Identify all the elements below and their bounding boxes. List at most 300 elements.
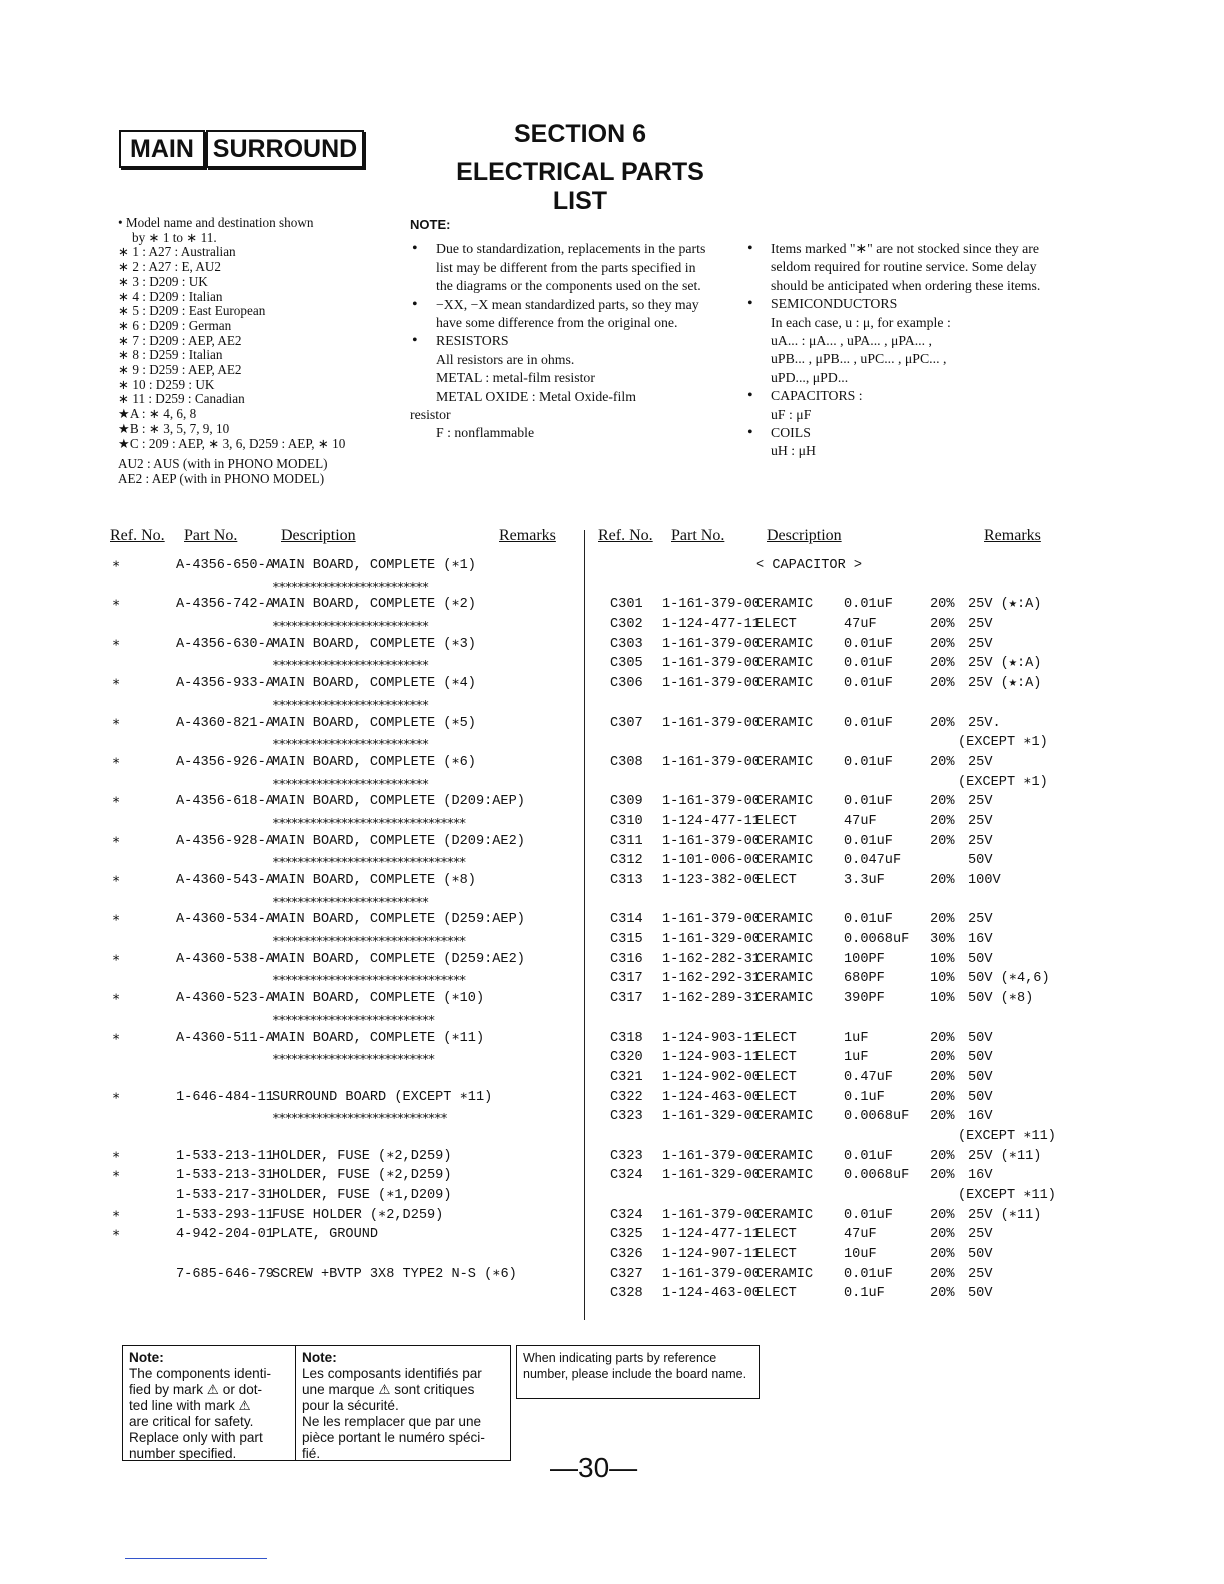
- part-description: MAIN BOARD, COMPLETE (∗1): [272, 558, 476, 573]
- part-value: 0.01uF: [844, 676, 893, 692]
- part-type: ELECT: [756, 873, 797, 888]
- ref-number: C309: [610, 794, 643, 810]
- ref-number: C302: [610, 617, 643, 633]
- note-coils-uh: uH : μH: [771, 443, 816, 459]
- part-tolerance: 20%: [930, 597, 955, 613]
- part-tolerance: 20%: [930, 1227, 955, 1243]
- ref-number: C318: [610, 1030, 643, 1046]
- model-line: by ∗ 1 to ∗ 11.: [132, 229, 217, 245]
- part-number: 1-161-329-00: [662, 932, 760, 948]
- part-number: 1-124-463-00: [662, 1286, 760, 1302]
- part-type: CERAMIC: [756, 636, 814, 652]
- model-line: ∗ 10 : D259 : UK: [118, 376, 215, 392]
- table-row: [596, 654, 1056, 674]
- table-row: [596, 1088, 1056, 1108]
- not-stocked-mark: ∗: [112, 754, 121, 770]
- part-type: CERAMIC: [756, 754, 814, 770]
- part-value: 0.0068uF: [844, 932, 910, 948]
- note-semi-example: In each case, u : μ, for example :: [771, 314, 951, 330]
- model-line: ∗ 11 : D259 : Canadian: [118, 391, 245, 407]
- part-number: 1-161-379-00: [662, 597, 760, 613]
- table-row: [108, 595, 578, 615]
- table-row: [596, 733, 1056, 753]
- table-row: [596, 635, 1056, 655]
- part-number: 1-124-903-11: [662, 1050, 760, 1066]
- separator-stars: ∗∗∗∗∗∗∗∗∗∗∗∗∗∗∗∗∗∗∗∗∗∗∗∗∗∗∗∗∗∗∗: [272, 813, 466, 829]
- part-tolerance: 20%: [930, 1266, 955, 1282]
- table-row: [108, 1245, 578, 1265]
- part-number: 1-124-903-11: [662, 1030, 760, 1046]
- part-type: CERAMIC: [756, 597, 814, 613]
- not-stocked-mark: ∗: [112, 912, 121, 928]
- part-type: CERAMIC: [756, 1207, 814, 1223]
- right-header-ref: Ref. No.: [598, 527, 653, 544]
- model-line: ∗ 5 : D209 : East European: [118, 303, 266, 319]
- table-row: [596, 1225, 1056, 1245]
- model-line: ★B : ∗ 3, 5, 7, 9, 10: [118, 420, 230, 436]
- table-row: [108, 1206, 578, 1226]
- part-value: 680PF: [844, 971, 885, 987]
- not-stocked-mark: ∗: [112, 1148, 121, 1164]
- note-column-2: [745, 240, 1045, 461]
- ref-number: C324: [610, 1207, 643, 1223]
- part-value: 47uF: [844, 617, 877, 633]
- part-value: 0.01uF: [844, 636, 893, 652]
- part-value: 0.047uF: [844, 853, 902, 869]
- part-description: MAIN BOARD, COMPLETE (∗6): [272, 754, 476, 770]
- part-number: 1-161-379-00: [662, 636, 760, 652]
- not-stocked-mark: ∗: [112, 991, 121, 1007]
- table-row: [108, 1088, 578, 1108]
- model-line: ∗ 9 : D259 : AEP, AE2: [118, 362, 242, 378]
- part-type: CERAMIC: [756, 676, 814, 692]
- part-value: 0.01uF: [844, 1148, 893, 1164]
- not-stocked-mark: ∗: [112, 597, 121, 613]
- part-type: CERAMIC: [756, 794, 814, 810]
- part-value: 0.01uF: [844, 1207, 893, 1223]
- part-value: 0.0068uF: [844, 1109, 910, 1125]
- table-row: [596, 1147, 1056, 1167]
- part-number: A-4360-511-A: [176, 1030, 274, 1046]
- part-tolerance: 20%: [930, 1207, 955, 1223]
- model-destination-list: [118, 216, 398, 487]
- part-tolerance: 10%: [930, 951, 955, 967]
- part-description: HOLDER, FUSE (∗2,D259): [272, 1168, 452, 1184]
- part-remarks: 100V: [968, 873, 1001, 888]
- part-remarks: 16V: [968, 932, 993, 948]
- part-tolerance: 20%: [930, 794, 955, 810]
- table-row: [596, 851, 1056, 871]
- model-line: ∗ 1 : A27 : Australian: [118, 244, 236, 260]
- part-tolerance: 20%: [930, 676, 955, 692]
- part-tolerance: 20%: [930, 1050, 955, 1066]
- table-row: [596, 1265, 1056, 1285]
- note-semi-ua: uA... : μA... , uPA... , μPA... ,: [771, 333, 932, 349]
- right-header-desc: Description: [767, 527, 842, 544]
- part-number: A-4356-742-A: [176, 597, 274, 613]
- note-heading: NOTE:: [410, 217, 451, 232]
- not-stocked-mark: ∗: [112, 676, 121, 692]
- separator-stars: ∗∗∗∗∗∗∗∗∗∗∗∗∗∗∗∗∗∗∗∗∗∗∗∗∗: [272, 617, 428, 633]
- part-type: CERAMIC: [756, 1148, 814, 1164]
- part-remarks: 25V: [968, 912, 993, 928]
- part-tolerance: 20%: [930, 1109, 955, 1125]
- ref-number: C321: [610, 1069, 643, 1085]
- part-number: 1-161-379-00: [662, 1207, 760, 1223]
- separator-stars: ∗∗∗∗∗∗∗∗∗∗∗∗∗∗∗∗∗∗∗∗∗∗∗∗∗: [272, 892, 428, 908]
- part-description: PLATE, GROUND: [272, 1227, 379, 1243]
- note-line: pièce portant le numéro spéci-: [302, 1430, 485, 1445]
- separator-stars: ∗∗∗∗∗∗∗∗∗∗∗∗∗∗∗∗∗∗∗∗∗∗∗∗∗∗∗∗∗∗∗: [272, 932, 466, 948]
- part-type: CERAMIC: [756, 991, 814, 1007]
- part-number: 1-124-907-11: [662, 1247, 760, 1263]
- part-number: 4-942-204-01: [176, 1227, 274, 1243]
- table-row: [108, 871, 578, 891]
- table-row: [108, 1107, 578, 1127]
- table-row: [108, 832, 578, 852]
- part-remarks: 50V: [968, 1050, 993, 1066]
- part-remarks: 25V (★:A): [968, 676, 1042, 692]
- part-number: A-4356-650-A: [176, 558, 274, 573]
- table-row: [108, 812, 578, 832]
- separator-stars: ∗∗∗∗∗∗∗∗∗∗∗∗∗∗∗∗∗∗∗∗∗∗∗∗∗∗∗∗∗∗∗: [272, 853, 466, 869]
- note-title: Note:: [129, 1350, 164, 1365]
- part-type: CERAMIC: [756, 1168, 814, 1184]
- part-type: CERAMIC: [756, 1266, 814, 1282]
- part-remarks: 25V (★:A): [968, 656, 1042, 672]
- part-number: A-4360-821-A: [176, 715, 274, 731]
- not-stocked-mark: ∗: [112, 1030, 121, 1046]
- ref-number: C311: [610, 833, 643, 849]
- note-column-1: [410, 216, 715, 443]
- left-header-part: Part No.: [184, 527, 238, 544]
- separator-stars: ∗∗∗∗∗∗∗∗∗∗∗∗∗∗∗∗∗∗∗∗∗∗∗∗∗∗: [272, 1010, 434, 1026]
- model-line: ★C : 209 : AEP, ∗ 3, 6, D259 : AEP, ∗ 10: [118, 435, 346, 451]
- part-number: 1-161-379-00: [662, 1148, 760, 1164]
- part-tolerance: 20%: [930, 813, 955, 829]
- ref-number: C326: [610, 1247, 643, 1263]
- part-description: MAIN BOARD, COMPLETE (∗5): [272, 715, 476, 731]
- part-number: 1-533-217-31: [176, 1188, 274, 1203]
- table-row: [108, 1147, 578, 1167]
- part-number: A-4356-933-A: [176, 676, 274, 692]
- part-description: MAIN BOARD, COMPLETE (∗3): [272, 636, 476, 652]
- table-row: [108, 910, 578, 930]
- part-description: MAIN BOARD, COMPLETE (∗8): [272, 873, 476, 888]
- part-tolerance: 10%: [930, 971, 955, 987]
- part-remarks: 25V: [968, 636, 993, 652]
- part-remarks: 50V (∗8): [968, 991, 1034, 1007]
- part-value: 0.01uF: [844, 715, 893, 731]
- note-line: Les composants identifiés par: [302, 1366, 482, 1381]
- not-stocked-mark: ∗: [112, 1168, 121, 1184]
- table-row: [108, 773, 578, 793]
- ref-number: C312: [610, 853, 643, 869]
- note-resistors-ohms: All resistors are in ohms.: [436, 351, 575, 367]
- part-type: CERAMIC: [756, 853, 814, 869]
- part-remarks: (EXCEPT ∗1): [958, 774, 1048, 790]
- note-line: The components identi-: [129, 1366, 272, 1381]
- part-number: A-4360-523-A: [176, 991, 274, 1007]
- part-remarks: 25V: [968, 813, 993, 829]
- ref-number: C328: [610, 1286, 643, 1302]
- part-description: MAIN BOARD, COMPLETE (D259:AE2): [272, 951, 525, 967]
- table-row: [108, 969, 578, 989]
- table-row: [596, 812, 1056, 832]
- right-header-remarks: Remarks: [984, 527, 1041, 544]
- left-header-remarks: Remarks: [499, 527, 556, 544]
- part-number: A-4360-538-A: [176, 951, 274, 967]
- table-row: [108, 1068, 578, 1088]
- not-stocked-mark: ∗: [112, 1207, 121, 1223]
- table-row: [108, 989, 578, 1009]
- link-underline: [125, 1558, 267, 1559]
- note-line: Ne les remplacer que par une: [302, 1414, 482, 1429]
- column-divider: [584, 530, 585, 1320]
- part-number: 1-161-379-00: [662, 656, 760, 672]
- not-stocked-mark: ∗: [112, 951, 121, 967]
- note-line: fié.: [302, 1446, 321, 1461]
- part-remarks: 50V: [968, 1089, 993, 1105]
- part-remarks: 50V (∗4,6): [968, 971, 1050, 987]
- part-value: 0.01uF: [844, 597, 893, 613]
- part-number: 1-123-382-00: [662, 873, 760, 888]
- part-value: 1uF: [844, 1050, 869, 1066]
- part-type: ELECT: [756, 1089, 797, 1105]
- ref-number: C324: [610, 1168, 643, 1184]
- table-row: [108, 1166, 578, 1186]
- ref-number: C317: [610, 991, 643, 1007]
- note-line: pour la sécurité.: [302, 1398, 399, 1413]
- part-type: ELECT: [756, 1030, 797, 1046]
- part-remarks: 25V: [968, 754, 993, 770]
- note-metal: METAL : metal-film resistor: [436, 370, 595, 386]
- part-number: 1-101-006-00: [662, 853, 760, 869]
- ref-number: C327: [610, 1266, 643, 1282]
- part-remarks: 25V: [968, 1266, 993, 1282]
- part-remarks: 50V: [968, 1286, 993, 1302]
- part-remarks: 25V (∗11): [968, 1148, 1042, 1164]
- table-row: [596, 1048, 1056, 1068]
- part-value: 0.1uF: [844, 1286, 885, 1302]
- part-value: 390PF: [844, 991, 885, 1007]
- part-number: 1-533-213-31: [176, 1168, 274, 1184]
- part-remarks: 50V: [968, 1030, 993, 1046]
- part-description: MAIN BOARD, COMPLETE (D259:AEP): [272, 912, 525, 928]
- model-line: AU2 : AUS (with in PHONO MODEL): [118, 456, 328, 472]
- table-row: [108, 615, 578, 635]
- table-row: [596, 950, 1056, 970]
- part-remarks: 25V: [968, 833, 993, 849]
- part-tolerance: 20%: [930, 1247, 955, 1263]
- note-semi-upb: uPB... , μPB... , uPC... , μPC... ,: [771, 351, 947, 367]
- left-parts-list: [108, 556, 578, 1284]
- part-number: 1-161-329-00: [662, 1109, 760, 1125]
- ref-number: C308: [610, 754, 643, 770]
- part-value: 0.01uF: [844, 656, 893, 672]
- part-remarks: 25V (★:A): [968, 597, 1042, 613]
- part-type: CERAMIC: [756, 912, 814, 928]
- part-tolerance: 20%: [930, 833, 955, 849]
- safety-note-english: [122, 1345, 296, 1461]
- table-row: [108, 950, 578, 970]
- part-remarks: 16V: [968, 1168, 993, 1184]
- not-stocked-mark: ∗: [112, 873, 121, 888]
- part-number: 1-646-484-11: [176, 1089, 274, 1105]
- part-type: ELECT: [756, 1247, 797, 1263]
- table-row: [596, 930, 1056, 950]
- part-value: 1uF: [844, 1030, 869, 1046]
- part-number: 1-124-902-00: [662, 1069, 760, 1085]
- ref-number: C322: [610, 1089, 643, 1105]
- part-description: SURROUND BOARD (EXCEPT ∗11): [272, 1089, 493, 1105]
- table-row: [108, 1127, 578, 1147]
- part-description: HOLDER, FUSE (∗1,D209): [272, 1188, 452, 1203]
- model-line: ∗ 3 : D209 : UK: [118, 273, 208, 289]
- table-row: [108, 1009, 578, 1029]
- part-number: 1-124-477-11: [662, 617, 760, 633]
- not-stocked-mark: ∗: [112, 636, 121, 652]
- table-row: [108, 654, 578, 674]
- part-type: CERAMIC: [756, 833, 814, 849]
- part-value: 0.47uF: [844, 1069, 893, 1085]
- part-remarks: 25V.: [968, 715, 1001, 731]
- part-number: 1-162-282-31: [662, 951, 760, 967]
- note-line: une marque ⚠ sont critiques: [302, 1382, 475, 1397]
- table-row: [596, 871, 1056, 891]
- part-remarks: 50V: [968, 1247, 993, 1263]
- table-row: [108, 851, 578, 871]
- note-resistors: • RESISTORS: [410, 332, 715, 350]
- part-value: 0.1uF: [844, 1089, 885, 1105]
- ref-number: C315: [610, 932, 643, 948]
- part-value: 100PF: [844, 951, 885, 967]
- part-value: 0.01uF: [844, 754, 893, 770]
- part-value: 47uF: [844, 813, 877, 829]
- not-stocked-mark: ∗: [112, 1089, 121, 1105]
- left-header-ref: Ref. No.: [110, 527, 165, 544]
- separator-stars: ∗∗∗∗∗∗∗∗∗∗∗∗∗∗∗∗∗∗∗∗∗∗∗∗∗∗∗∗: [272, 1109, 447, 1125]
- part-description: MAIN BOARD, COMPLETE (∗11): [272, 1030, 485, 1046]
- part-remarks: 25V: [968, 794, 993, 810]
- part-description: HOLDER, FUSE (∗2,D259): [272, 1148, 452, 1164]
- table-row: [108, 674, 578, 694]
- part-description: MAIN BOARD, COMPLETE (D209:AE2): [272, 833, 525, 849]
- model-line: ∗ 2 : A27 : E, AU2: [118, 259, 222, 275]
- part-tolerance: 20%: [930, 1286, 955, 1302]
- part-number: 1-161-329-00: [662, 1168, 760, 1184]
- part-remarks: (EXCEPT ∗11): [958, 1188, 1056, 1203]
- table-row: [596, 969, 1056, 989]
- part-value: 0.01uF: [844, 794, 893, 810]
- part-tolerance: 30%: [930, 932, 955, 948]
- part-number: A-4356-618-A: [176, 794, 274, 810]
- part-tolerance: 20%: [930, 1168, 955, 1184]
- model-line: ∗ 7 : D209 : AEP, AE2: [118, 332, 242, 348]
- ref-number: C303: [610, 636, 643, 652]
- part-description: MAIN BOARD, COMPLETE (∗10): [272, 991, 485, 1007]
- ref-number: C306: [610, 676, 643, 692]
- part-remarks: 50V: [968, 853, 993, 869]
- part-number: 1-162-292-31: [662, 971, 760, 987]
- category-heading: < CAPACITOR >: [756, 558, 863, 573]
- ref-number: C323: [610, 1148, 643, 1164]
- note-line: Replace only with part: [129, 1430, 263, 1445]
- table-row: [596, 753, 1056, 773]
- note-line: are critical for safety.: [129, 1414, 254, 1429]
- ref-number: C305: [610, 656, 643, 672]
- table-row: [596, 595, 1056, 615]
- table-row: [596, 576, 1056, 596]
- table-row: [108, 753, 578, 773]
- note-semiconductors: • SEMICONDUCTORS: [745, 295, 1045, 313]
- part-tolerance: 20%: [930, 1089, 955, 1105]
- part-remarks: (EXCEPT ∗1): [958, 735, 1048, 751]
- table-row: [108, 694, 578, 714]
- part-number: 1-533-213-11: [176, 1148, 274, 1164]
- part-number: 1-161-379-00: [662, 912, 760, 928]
- note-items-marked: • Items marked "∗" are not stocked since they are seldom required for routine service. Some delay should be anticipated when ordering these items.: [745, 240, 1045, 295]
- table-row: [108, 556, 578, 576]
- safety-note-french: [295, 1345, 511, 1461]
- part-type: CERAMIC: [756, 971, 814, 987]
- part-value: 3.3uF: [844, 873, 885, 888]
- table-row: [596, 1245, 1056, 1265]
- not-stocked-mark: ∗: [112, 1227, 121, 1243]
- capacitor-parts-list: [596, 556, 1056, 1304]
- part-description: MAIN BOARD, COMPLETE (D209:AEP): [272, 794, 525, 810]
- page-number: —30—: [550, 1452, 638, 1483]
- part-number: 1-124-477-11: [662, 1227, 760, 1243]
- table-row: [108, 792, 578, 812]
- separator-stars: ∗∗∗∗∗∗∗∗∗∗∗∗∗∗∗∗∗∗∗∗∗∗∗∗∗: [272, 774, 428, 790]
- table-row: [596, 556, 1056, 576]
- part-number: 1-124-463-00: [662, 1089, 760, 1105]
- table-row: [596, 615, 1056, 635]
- model-line: ∗ 6 : D209 : German: [118, 317, 232, 333]
- table-row: [596, 1127, 1056, 1147]
- part-number: 1-161-379-00: [662, 754, 760, 770]
- table-row: [108, 1265, 578, 1285]
- part-type: ELECT: [756, 1286, 797, 1302]
- part-value: 10uF: [844, 1247, 877, 1263]
- table-row: [108, 733, 578, 753]
- table-row: [108, 891, 578, 911]
- note-semi-upd: uPD..., μPD...: [771, 369, 849, 385]
- section-number: SECTION 6: [514, 120, 646, 148]
- part-description: MAIN BOARD, COMPLETE (∗2): [272, 597, 476, 613]
- part-number: 1-161-379-00: [662, 715, 760, 731]
- part-value: 47uF: [844, 1227, 877, 1243]
- ref-number: C323: [610, 1109, 643, 1125]
- table-row: [108, 1225, 578, 1245]
- note-standardization: • Due to standardization, replacements in the parts list may be different from the parts specified in the diagrams or the components used on the set.: [410, 240, 715, 295]
- tab-surround: SURROUND: [206, 130, 364, 168]
- part-tolerance: 20%: [930, 656, 955, 672]
- part-type: ELECT: [756, 1069, 797, 1085]
- part-tolerance: 20%: [930, 715, 955, 731]
- model-line: AE2 : AEP (with in PHONO MODEL): [118, 470, 325, 486]
- not-stocked-mark: ∗: [112, 715, 121, 731]
- table-row: [108, 1186, 578, 1206]
- table-row: [596, 792, 1056, 812]
- part-tolerance: 20%: [930, 1148, 955, 1164]
- ref-number: C317: [610, 971, 643, 987]
- note-nonflammable: F : nonflammable: [436, 425, 535, 441]
- part-type: CERAMIC: [756, 1109, 814, 1125]
- table-row: [596, 1206, 1056, 1226]
- part-tolerance: 20%: [930, 1069, 955, 1085]
